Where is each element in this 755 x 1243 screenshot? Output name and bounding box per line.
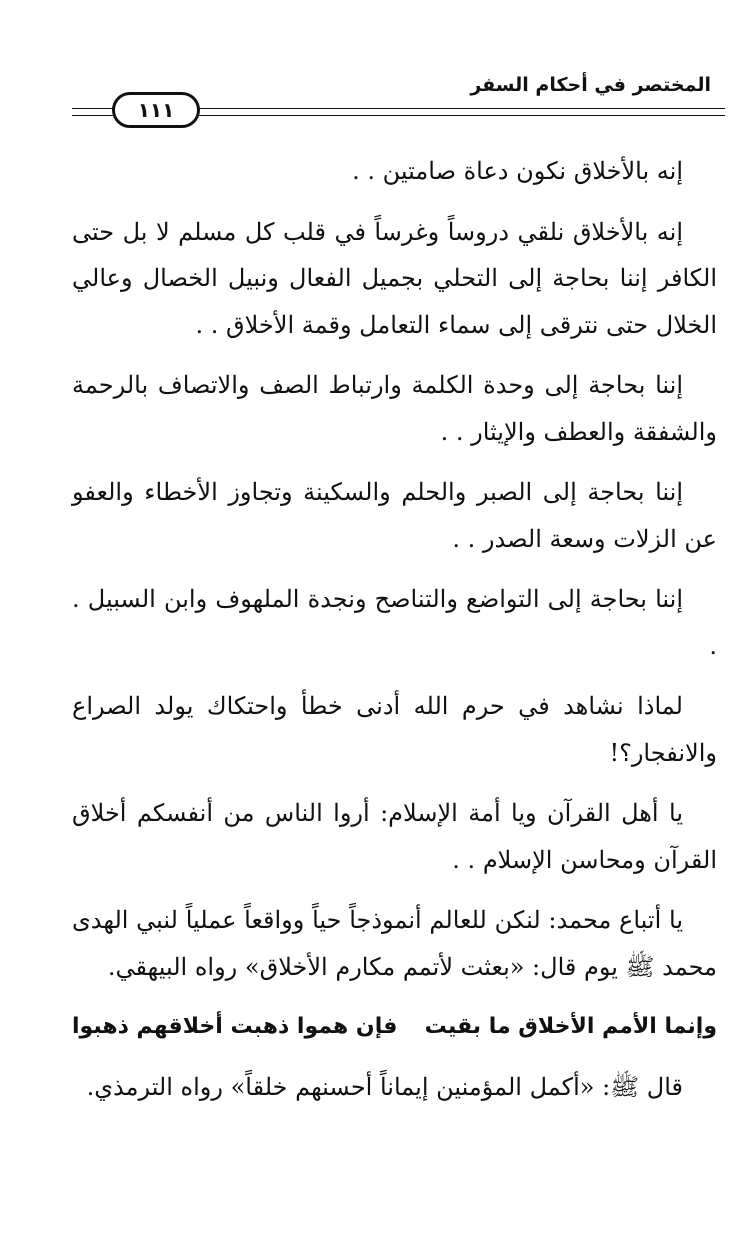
paragraph-2: إنه بالأخلاق نلقي دروساً وغرساً في قلب كل مسلم لا بل حتى الكافر إننا بحاجة إلى التحلي بجميل الفعال ونبيل الخصال وعالي الخلال حتى نترقى إلى سماء التعامل وقمة الأخلاق . . (72, 217, 717, 339)
paragraph-6: لماذا نشاهد في حرم الله أدنى خطأ واحتكاك يولد الصراع والانفجار؟! (72, 692, 717, 767)
verse-first-hemistich: وإنما الأمم الأخلاق ما بقيت (424, 1014, 717, 1039)
verse-second-hemistich: فإن هموا ذهبت أخلاقهم ذهبوا (72, 1014, 398, 1039)
closing-paragraph: قال ﷺ: «أكمل المؤمنين إيماناً أحسنهم خلقاً» رواه الترمذي. (86, 1073, 683, 1101)
paragraph-8: يا أتباع محمد: لنكن للعالم أنموذجاً حياً وواقعاً عملياً لنبي الهدى محمد ﷺ يوم قال: «بعثت لأتمم مكارم الأخلاق» رواه البيهقي. (72, 906, 717, 981)
page-body (72, 148, 717, 1125)
paragraph-1: إنه بالأخلاق نكون دعاة صامتين . . (352, 157, 683, 185)
paragraph-7: يا أهل القرآن ويا أمة الإسلام: أروا الناس من أنفسكم أخلاق القرآن ومحاسن الإسلام . . (72, 799, 717, 874)
paragraph-4: إننا بحاجة إلى الصبر والحلم والسكينة وتجاوز الأخطاء والعفو عن الزلات وسعة الصدر . . (72, 478, 717, 553)
paragraph-5: إننا بحاجة إلى التواضع والتناصح ونجدة الملهوف وابن السبيل . . (72, 585, 717, 660)
running-header-title: المختصر في أحكام السفر (470, 74, 711, 96)
page-number-badge: ١١١ (112, 92, 200, 128)
poetry-verse (72, 1004, 717, 1050)
paragraph-3: إننا بحاجة إلى وحدة الكلمة وارتباط الصف والاتصاف بالرحمة والشفقة والعطف والإيثار . . (72, 371, 717, 446)
